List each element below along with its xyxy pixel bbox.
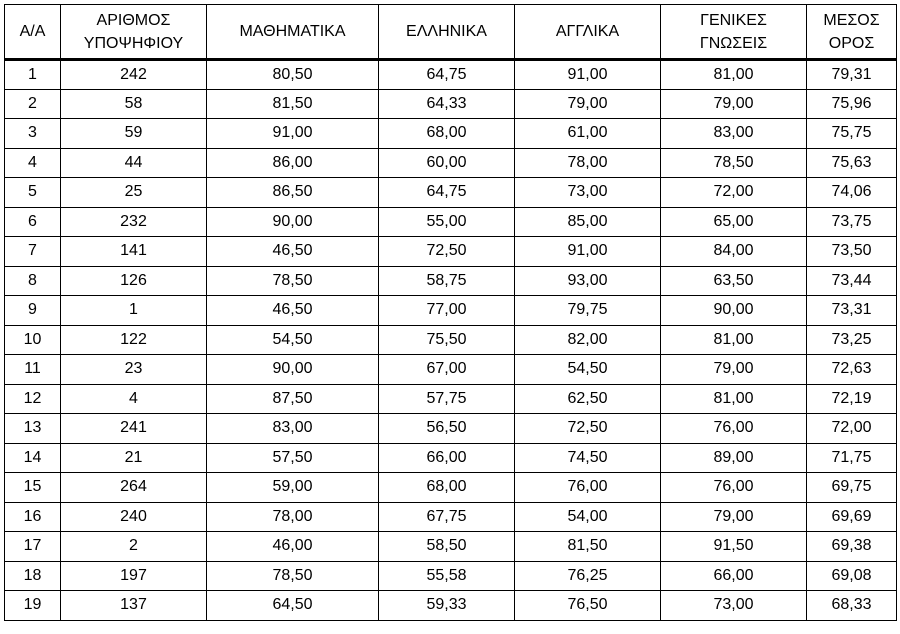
cell-candidate-number: 4 (61, 384, 207, 414)
cell-general-knowledge: 63,50 (661, 266, 807, 296)
cell-math: 83,00 (207, 414, 379, 444)
cell-aa: 15 (5, 473, 61, 503)
cell-math: 90,00 (207, 207, 379, 237)
cell-average: 71,75 (807, 443, 897, 473)
cell-math: 46,50 (207, 237, 379, 267)
table-row (5, 561, 897, 591)
cell-general-knowledge: 79,00 (661, 355, 807, 385)
cell-math: 78,00 (207, 502, 379, 532)
cell-english: 74,50 (515, 443, 661, 473)
table-row (5, 296, 897, 326)
cell-aa: 11 (5, 355, 61, 385)
cell-average: 73,75 (807, 207, 897, 237)
table-row (5, 473, 897, 503)
table-row (5, 148, 897, 178)
cell-greek: 75,50 (379, 325, 515, 355)
cell-average: 72,00 (807, 414, 897, 444)
cell-average: 69,69 (807, 502, 897, 532)
cell-average: 75,63 (807, 148, 897, 178)
cell-candidate-number: 21 (61, 443, 207, 473)
cell-candidate-number: 25 (61, 178, 207, 208)
cell-greek: 77,00 (379, 296, 515, 326)
cell-aa: 8 (5, 266, 61, 296)
cell-average: 69,38 (807, 532, 897, 562)
cell-candidate-number: 242 (61, 60, 207, 90)
cell-english: 91,00 (515, 237, 661, 267)
cell-english: 54,50 (515, 355, 661, 385)
cell-candidate-number: 2 (61, 532, 207, 562)
cell-general-knowledge: 72,00 (661, 178, 807, 208)
cell-math: 78,50 (207, 266, 379, 296)
cell-general-knowledge: 81,00 (661, 60, 807, 90)
cell-math: 91,00 (207, 119, 379, 149)
header-average: ΜΕΣΟΣ ΟΡΟΣ (807, 5, 897, 60)
cell-candidate-number: 23 (61, 355, 207, 385)
cell-candidate-number: 141 (61, 237, 207, 267)
cell-aa: 10 (5, 325, 61, 355)
cell-greek: 64,33 (379, 89, 515, 119)
cell-general-knowledge: 81,00 (661, 325, 807, 355)
cell-general-knowledge: 84,00 (661, 237, 807, 267)
cell-english: 85,00 (515, 207, 661, 237)
cell-aa: 16 (5, 502, 61, 532)
cell-average: 72,63 (807, 355, 897, 385)
header-candidate-number: ΑΡΙΘΜΟΣ ΥΠΟΨΗΦΙΟΥ (61, 5, 207, 60)
cell-average: 73,31 (807, 296, 897, 326)
cell-average: 73,25 (807, 325, 897, 355)
table-row (5, 384, 897, 414)
cell-greek: 58,75 (379, 266, 515, 296)
cell-english: 81,50 (515, 532, 661, 562)
cell-math: 90,00 (207, 355, 379, 385)
cell-candidate-number: 59 (61, 119, 207, 149)
cell-general-knowledge: 79,00 (661, 89, 807, 119)
cell-math: 59,00 (207, 473, 379, 503)
cell-english: 76,25 (515, 561, 661, 591)
cell-aa: 19 (5, 591, 61, 621)
cell-candidate-number: 232 (61, 207, 207, 237)
cell-average: 73,44 (807, 266, 897, 296)
cell-greek: 72,50 (379, 237, 515, 267)
cell-candidate-number: 44 (61, 148, 207, 178)
cell-greek: 67,00 (379, 355, 515, 385)
cell-general-knowledge: 83,00 (661, 119, 807, 149)
cell-english: 73,00 (515, 178, 661, 208)
cell-math: 46,00 (207, 532, 379, 562)
cell-aa: 18 (5, 561, 61, 591)
cell-math: 86,50 (207, 178, 379, 208)
table-row (5, 502, 897, 532)
cell-english: 93,00 (515, 266, 661, 296)
cell-candidate-number: 126 (61, 266, 207, 296)
cell-candidate-number: 197 (61, 561, 207, 591)
cell-average: 79,31 (807, 60, 897, 90)
cell-math: 78,50 (207, 561, 379, 591)
cell-math: 54,50 (207, 325, 379, 355)
cell-greek: 58,50 (379, 532, 515, 562)
cell-greek: 64,75 (379, 178, 515, 208)
cell-aa: 17 (5, 532, 61, 562)
table-header (5, 5, 897, 60)
cell-candidate-number: 58 (61, 89, 207, 119)
cell-math: 81,50 (207, 89, 379, 119)
cell-candidate-number: 264 (61, 473, 207, 503)
cell-greek: 59,33 (379, 591, 515, 621)
results-table (4, 4, 897, 621)
cell-greek: 67,75 (379, 502, 515, 532)
table-row (5, 237, 897, 267)
cell-aa: 12 (5, 384, 61, 414)
cell-general-knowledge: 76,00 (661, 473, 807, 503)
cell-aa: 13 (5, 414, 61, 444)
cell-aa: 6 (5, 207, 61, 237)
cell-math: 87,50 (207, 384, 379, 414)
cell-english: 72,50 (515, 414, 661, 444)
cell-math: 57,50 (207, 443, 379, 473)
cell-general-knowledge: 78,50 (661, 148, 807, 178)
cell-aa: 14 (5, 443, 61, 473)
table-row (5, 591, 897, 621)
cell-aa: 4 (5, 148, 61, 178)
cell-average: 73,50 (807, 237, 897, 267)
header-general-knowledge: ΓΕΝΙΚΕΣ ΓΝΩΣΕΙΣ (661, 5, 807, 60)
header-math: ΜΑΘΗΜΑΤΙΚΑ (207, 5, 379, 60)
cell-general-knowledge: 76,00 (661, 414, 807, 444)
cell-english: 82,00 (515, 325, 661, 355)
table-row (5, 443, 897, 473)
cell-english: 79,75 (515, 296, 661, 326)
cell-general-knowledge: 73,00 (661, 591, 807, 621)
table-row (5, 178, 897, 208)
cell-aa: 3 (5, 119, 61, 149)
header-greek: ΕΛΛΗΝΙΚΑ (379, 5, 515, 60)
cell-greek: 68,00 (379, 119, 515, 149)
cell-candidate-number: 240 (61, 502, 207, 532)
cell-average: 75,75 (807, 119, 897, 149)
cell-general-knowledge: 90,00 (661, 296, 807, 326)
table-row (5, 325, 897, 355)
cell-greek: 68,00 (379, 473, 515, 503)
cell-general-knowledge: 65,00 (661, 207, 807, 237)
cell-greek: 60,00 (379, 148, 515, 178)
table-row (5, 532, 897, 562)
table-row (5, 119, 897, 149)
cell-english: 79,00 (515, 89, 661, 119)
cell-candidate-number: 241 (61, 414, 207, 444)
cell-greek: 66,00 (379, 443, 515, 473)
cell-general-knowledge: 91,50 (661, 532, 807, 562)
cell-aa: 1 (5, 60, 61, 90)
cell-math: 64,50 (207, 591, 379, 621)
cell-candidate-number: 137 (61, 591, 207, 621)
cell-average: 72,19 (807, 384, 897, 414)
cell-english: 78,00 (515, 148, 661, 178)
cell-general-knowledge: 66,00 (661, 561, 807, 591)
table-row (5, 414, 897, 444)
cell-aa: 7 (5, 237, 61, 267)
cell-greek: 57,75 (379, 384, 515, 414)
cell-aa: 9 (5, 296, 61, 326)
cell-math: 80,50 (207, 60, 379, 90)
header-english: ΑΓΓΛΙΚΑ (515, 5, 661, 60)
table-row (5, 60, 897, 90)
cell-aa: 2 (5, 89, 61, 119)
cell-greek: 64,75 (379, 60, 515, 90)
cell-english: 91,00 (515, 60, 661, 90)
cell-candidate-number: 122 (61, 325, 207, 355)
table-row (5, 355, 897, 385)
table-body (5, 60, 897, 621)
header-aa: A/A (5, 5, 61, 60)
cell-general-knowledge: 81,00 (661, 384, 807, 414)
cell-english: 54,00 (515, 502, 661, 532)
table-row (5, 89, 897, 119)
cell-english: 61,00 (515, 119, 661, 149)
cell-greek: 55,58 (379, 561, 515, 591)
cell-average: 68,33 (807, 591, 897, 621)
cell-average: 75,96 (807, 89, 897, 119)
cell-average: 69,08 (807, 561, 897, 591)
cell-english: 62,50 (515, 384, 661, 414)
table-row (5, 207, 897, 237)
cell-candidate-number: 1 (61, 296, 207, 326)
cell-general-knowledge: 89,00 (661, 443, 807, 473)
table-row (5, 266, 897, 296)
cell-aa: 5 (5, 178, 61, 208)
cell-greek: 56,50 (379, 414, 515, 444)
cell-english: 76,50 (515, 591, 661, 621)
cell-general-knowledge: 79,00 (661, 502, 807, 532)
cell-math: 86,00 (207, 148, 379, 178)
cell-greek: 55,00 (379, 207, 515, 237)
cell-english: 76,00 (515, 473, 661, 503)
cell-math: 46,50 (207, 296, 379, 326)
cell-average: 74,06 (807, 178, 897, 208)
cell-average: 69,75 (807, 473, 897, 503)
